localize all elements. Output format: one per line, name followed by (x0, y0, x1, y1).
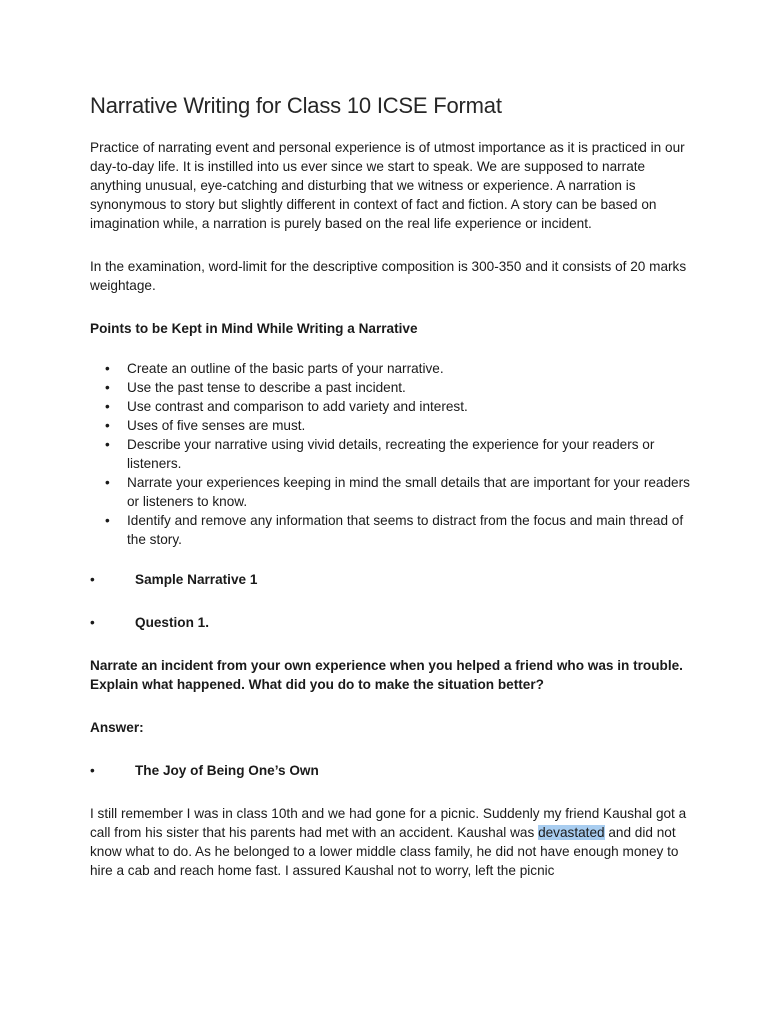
bullet-icon: • (105, 475, 110, 490)
story-title: • The Joy of Being One’s Own (90, 763, 319, 778)
document-title: Narrative Writing for Class 10 ICSE Format (90, 93, 502, 118)
list-item: • Use contrast and comparison to add variety and interest. (105, 399, 468, 414)
points-list (90, 359, 690, 549)
answer-label: Answer: (90, 720, 144, 735)
story-paragraph: I still remember I was in class 10th and we had gone for a picnic. Suddenly my friend Kaushal got a call from his sister that his parents had met with an accident. Kaushal was devastated and did not know what to do. As he belonged to a lower middle class family, he did not have enough money to hire a cab and reach home fast. I assured Kaushal not to worry, left the picnic (90, 806, 687, 878)
bullet-icon: • (105, 418, 110, 433)
document-page (90, 92, 690, 880)
points-heading: Points to be Kept in Mind While Writing a Narrative (90, 321, 418, 336)
bullet-icon: • (105, 380, 110, 395)
bullet-icon: • (105, 513, 110, 528)
bullet-icon: • (90, 763, 95, 778)
list-item: • Narrate your experiences keeping in mind the small details that are important for your readers or listeners to know. (105, 475, 690, 509)
bullet-icon: • (90, 615, 95, 630)
bullet-icon: • (105, 361, 110, 376)
list-item: • Uses of five senses are must. (105, 418, 306, 433)
highlighted-word[interactable]: devastated (538, 825, 605, 840)
bullet-icon: • (105, 437, 110, 452)
sample-narrative-label: • Sample Narrative 1 (90, 572, 258, 587)
list-item: • Describe your narrative using vivid details, recreating the experience for your readers or listeners. (105, 437, 655, 471)
exam-paragraph: In the examination, word-limit for the descriptive composition is 300-350 and it consists of 20 marks weightage. (90, 259, 687, 293)
question-text: Narrate an incident from your own experience when you helped a friend who was in trouble. Explain what happened. What did you do to make the situation better? (90, 658, 683, 692)
list-item: • Use the past tense to describe a past incident. (105, 380, 406, 395)
bullet-icon: • (90, 572, 95, 587)
list-item: • Create an outline of the basic parts of your narrative. (105, 361, 444, 376)
intro-paragraph: Practice of narrating event and personal experience is of utmost importance as it is practiced in our day-to-day life. It is instilled into us ever since we start to speak. We are supposed to narrate anything unusual, eye-catching and disturbing that we witness or experience. A narration is synonymous to story but slightly different in context of fact and fiction. A story can be based on imagination while, a narration is purely based on the real life experience or incident. (90, 140, 685, 231)
bullet-icon: • (105, 399, 110, 414)
list-item: • Identify and remove any information that seems to distract from the focus and main thread of the story. (105, 513, 684, 547)
question-label: • Question 1. (90, 615, 210, 630)
